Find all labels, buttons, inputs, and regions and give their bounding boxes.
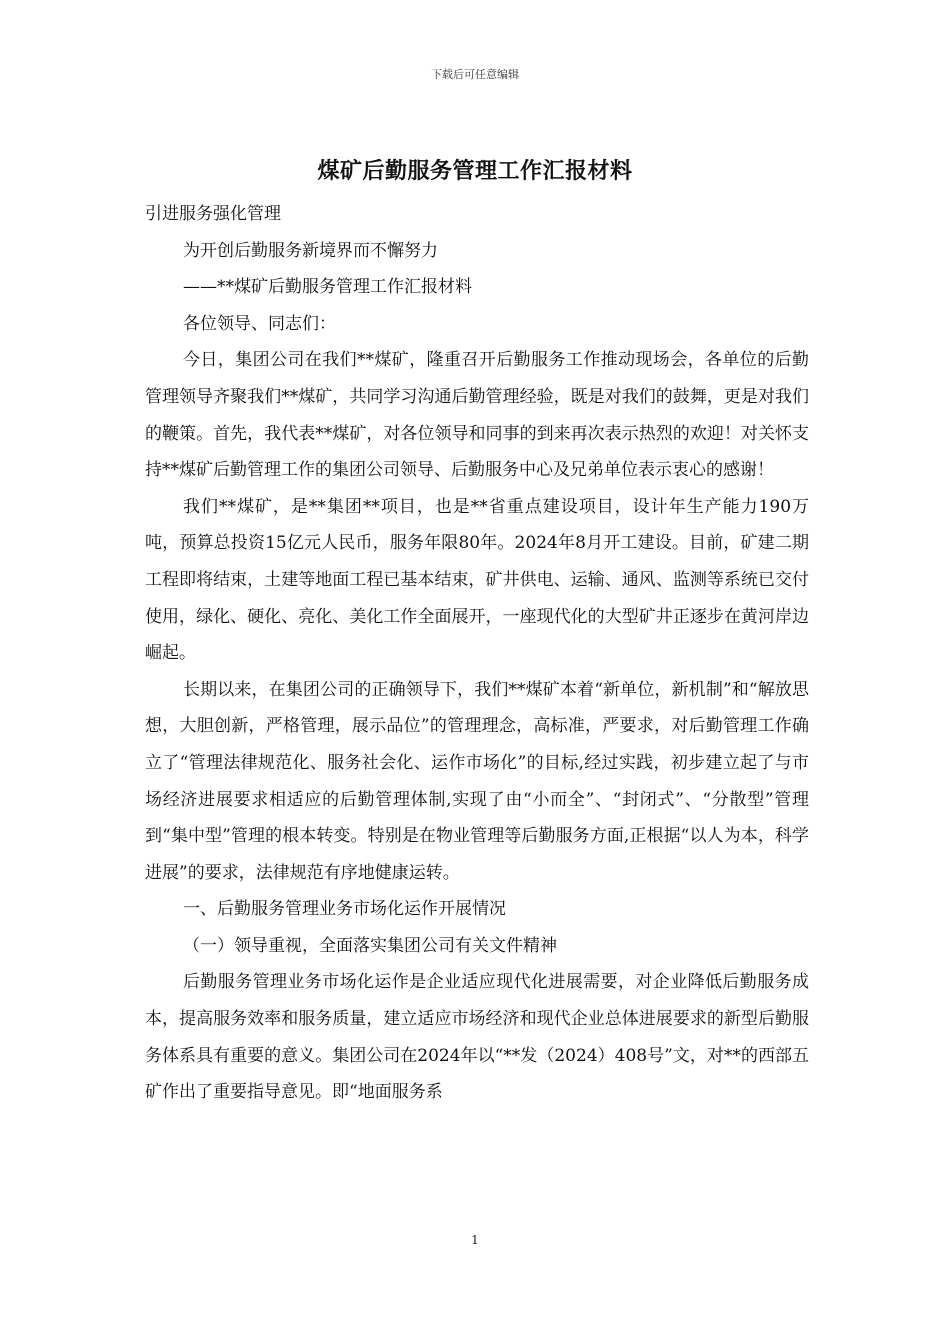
paragraph-market-operation: 后勤服务管理业务市场化运作是企业适应现代化进展需要，对企业降低后勤服务成本，提高服务效率和服务质量，建立适应市场经济和现代企业总体进展要求的新型后勤服务体系具有重要的意义。集团公司在2024年以“**发（2024）408号”文，对**的西部五矿作出了重要指导意见。即“地面服务系	[145, 972, 809, 1103]
paragraph-management-concept: 长期以来，在集团公司的正确领导下，我们**煤矿本着“新单位，新机制”和“解放思想，大胆创新，严格管理，展示品位”的管理理念，高标准，严要求，对后勤管理工作确立了“管理法律规范化、服务社会化、运作市场化”的目标,经过实践，初步建立起了与市场经济进展要求相适应的后勤管理体制,实现了由“小而全”、“封闭式”、“分散型”管理到“集中型”管理的根本转变。特别是在物业管理等后勤服务方面,正根据“以人为本，科学进展”的要求，法律规范有序地健康运转。	[145, 679, 809, 883]
paragraph-mine-overview: 我们**煤矿，是**集团**项目，也是**省重点建设项目，设计年生产能力190万吨，预算总投资15亿元人民币，服务年限80年。2024年8月开工建设。目前，矿建二期工程即将结束，土建等地面工程已基本结束，矿井供电、运输、通风、监测等系统已交付使用，绿化、硬化、亮化、美化工作全面展开，一座现代化的大型矿井正逐步在黄河岸边崛起。	[145, 496, 809, 664]
subsection-heading-1: （一）领导重视，全面落实集团公司有关文件精神	[183, 935, 557, 956]
paragraph-report-name: ——**煤矿后勤服务管理工作汇报材料	[183, 277, 472, 298]
page-number: 1	[471, 1233, 479, 1247]
paragraph-welcome: 今日，集团公司在我们**煤矿，隆重召开后勤服务工作推动现场会，各单位的后勤管理领导齐聚我们**煤矿，共同学习沟通后勤管理经验，既是对我们的鼓舞，更是对我们的鞭策。首先，我代表**煤矿，对各位领导和同事的到来再次表示热烈的欢迎！对关怀支持**煤矿后勤管理工作的集团公司领导、后勤服务中心及兄弟单位表示衷心的感谢！	[145, 350, 809, 481]
section-heading-1: 一、后勤服务管理业务市场化运作开展情况	[183, 899, 506, 920]
paragraph-subtitle: 引进服务强化管理	[145, 204, 281, 224]
header-note: 下载后可任意编辑	[431, 68, 519, 81]
paragraph-salutation: 各位领导、同志们：	[183, 313, 336, 334]
document-body	[145, 196, 809, 1111]
paragraph-slogan: 为开创后勤服务新境界而不懈努力	[183, 240, 438, 261]
document-title: 煤矿后勤服务管理工作汇报材料	[317, 158, 633, 184]
